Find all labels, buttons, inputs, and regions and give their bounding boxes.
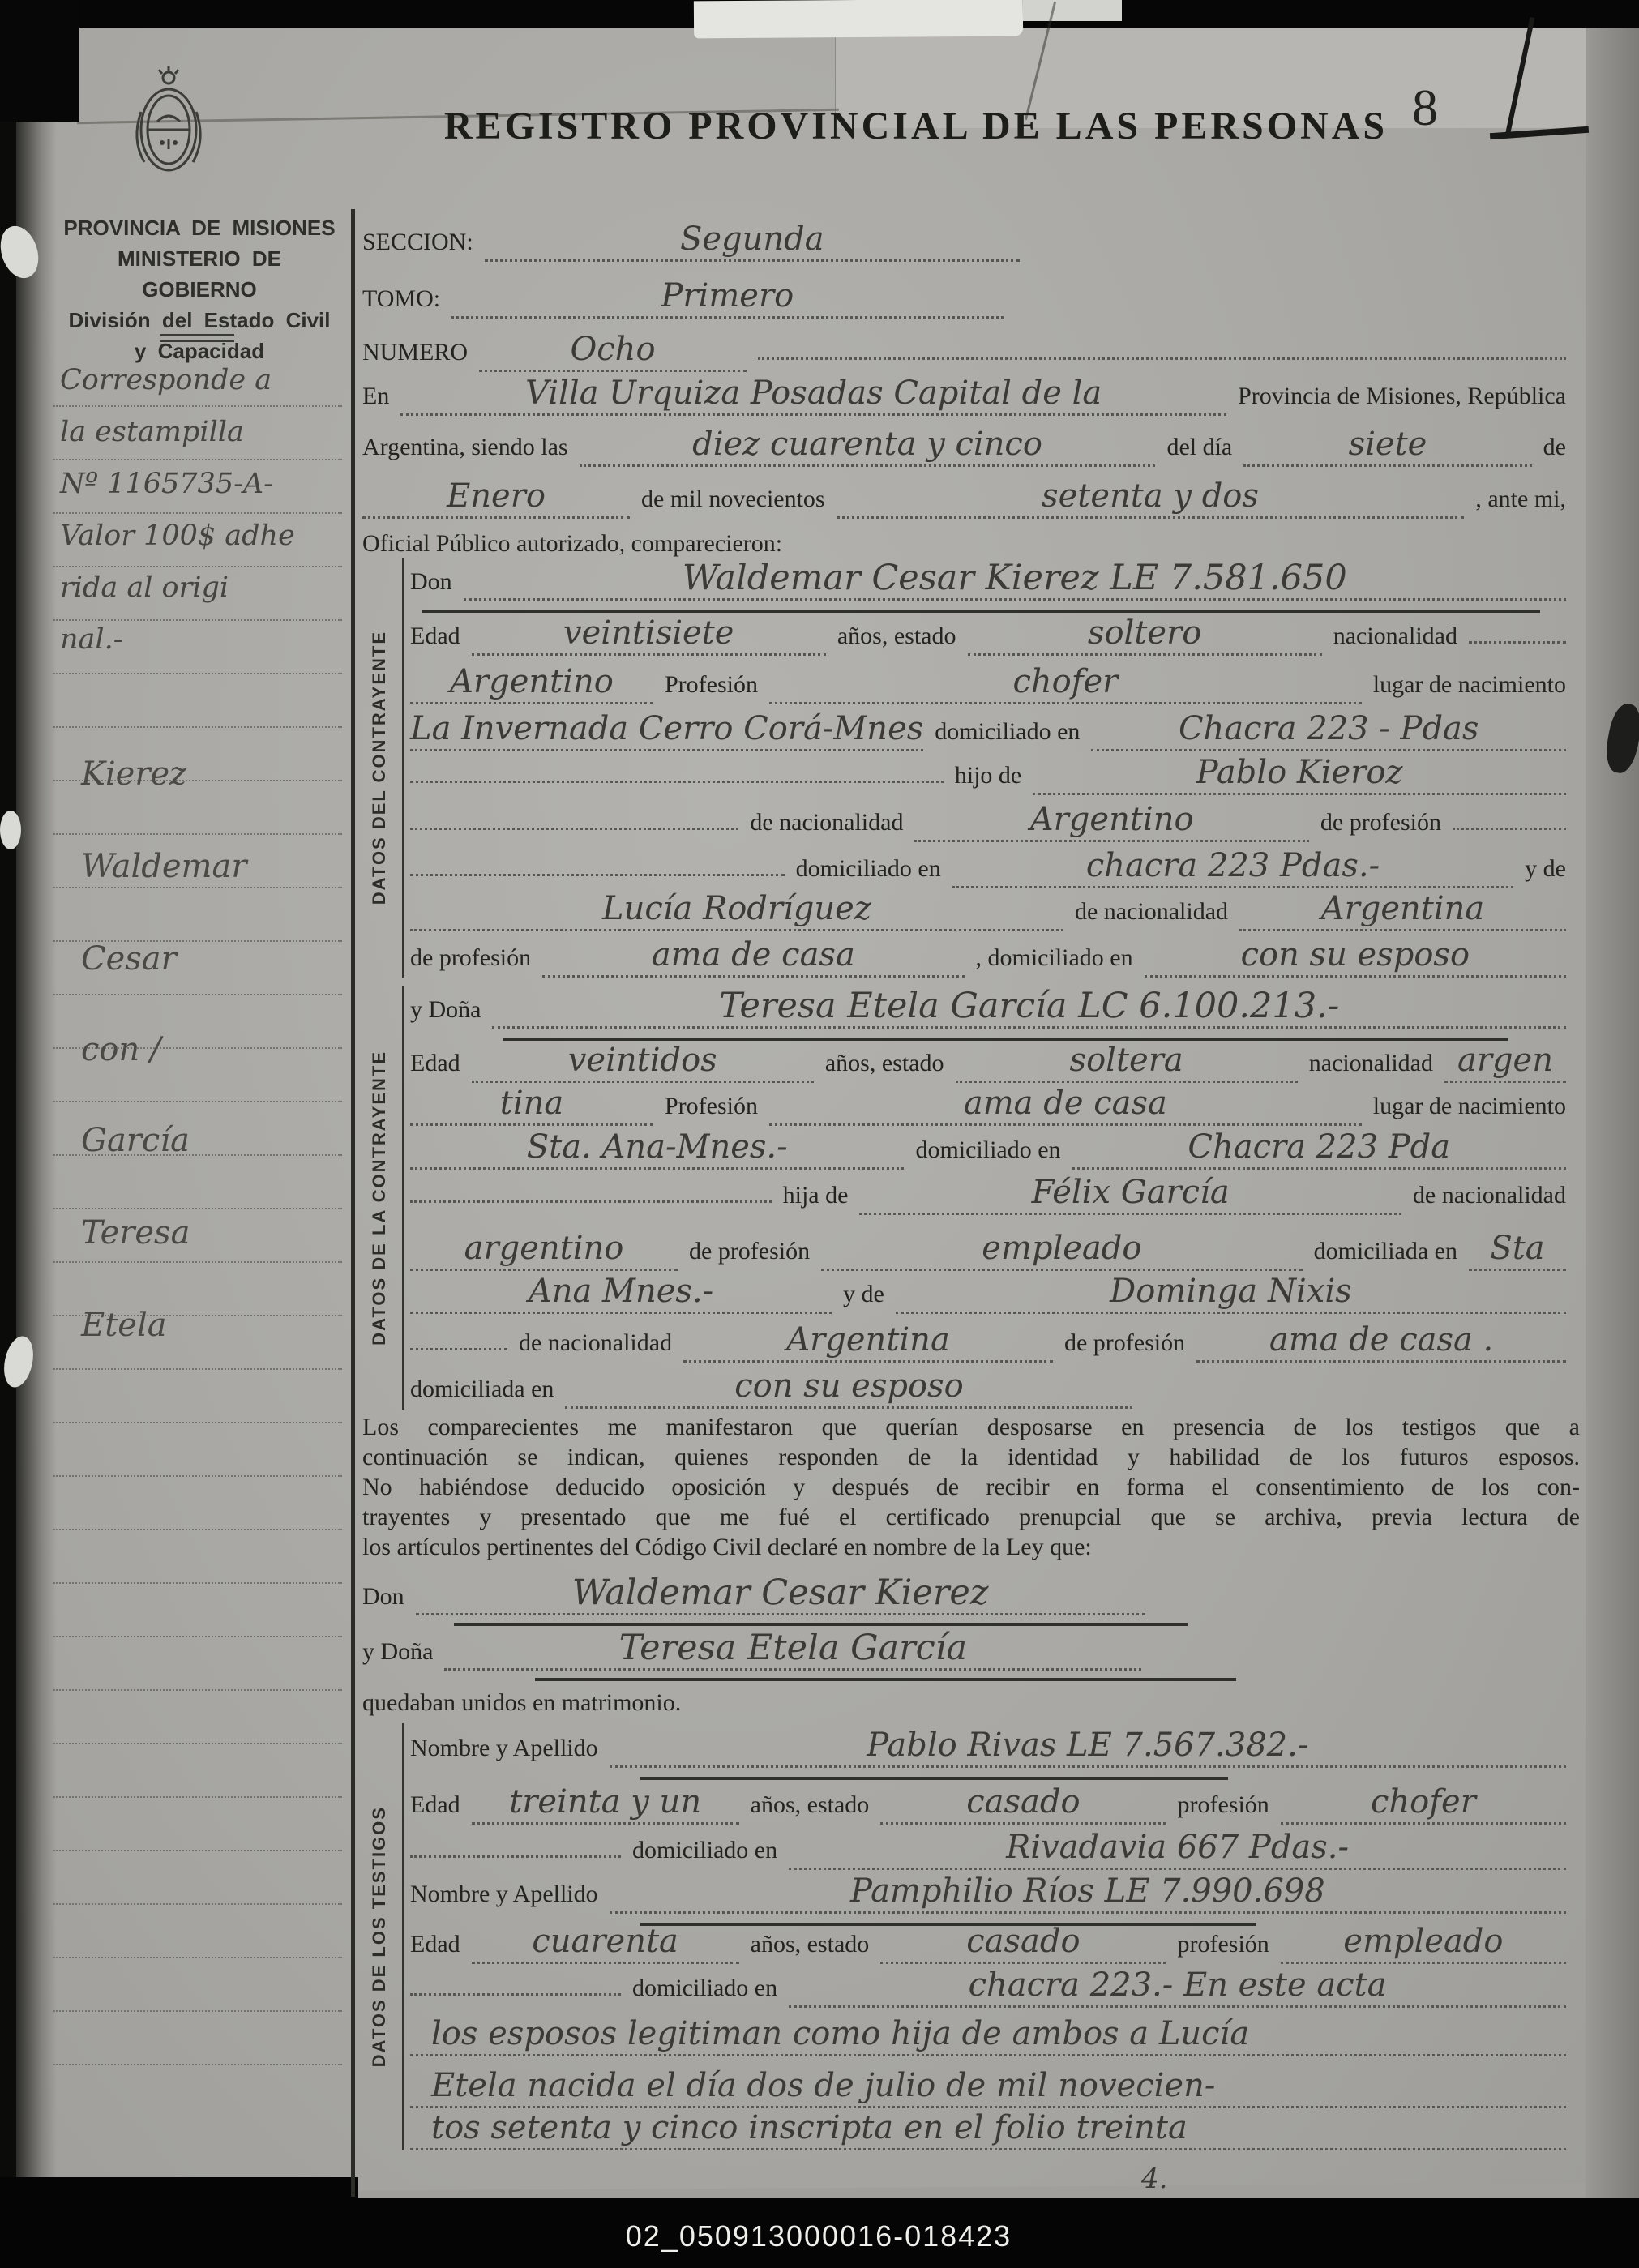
y-dona-label: y Doña <box>410 996 481 1023</box>
year-value: setenta y dos <box>837 476 1465 519</box>
hour-value: diez cuarenta y cinco <box>580 424 1156 467</box>
groom-nationality-value: Argentino <box>410 661 653 704</box>
groom-domicile-value: Chacra 223 - Pdas <box>1091 708 1566 751</box>
witness2-age-value: cuarenta <box>472 1921 739 1964</box>
witness2-domicile-value: chacra 223.- En este acta <box>789 1965 1566 2008</box>
mother-domicile-label: domiciliada en <box>410 1376 554 1402</box>
date-row <box>362 476 1566 520</box>
bride-father-profession-value: empleado <box>821 1228 1302 1271</box>
stamp-note-line: la estampilla <box>60 416 244 448</box>
bride-mother-value: Dominga Nixis <box>896 1271 1566 1314</box>
day-value: siete <box>1243 424 1531 467</box>
united-label: quedaban unidos en matrimonio. <box>362 1689 682 1716</box>
groom-birthplace-row <box>410 708 1566 752</box>
age-label: Edad <box>410 1931 460 1958</box>
nationality-label: nacionalidad <box>1308 1050 1433 1076</box>
son-of-label: hijo de <box>954 762 1022 789</box>
bride-name-value: Teresa Etela García LC 6.100.213.- <box>492 986 1566 1029</box>
blank-line <box>410 874 785 876</box>
profession-label: Profesión <box>665 1093 758 1119</box>
domicile-label: domiciliado en <box>632 1837 778 1864</box>
paper-scrap <box>694 0 1023 38</box>
bride-profession-value: ama de casa <box>769 1083 1362 1126</box>
name-underline <box>535 1678 1236 1681</box>
blank-line <box>410 1200 772 1203</box>
place-value: Villa Urquiza Posadas Capital de la <box>400 373 1226 416</box>
profession-label: Profesión <box>665 671 758 698</box>
bride-birthplace-value: Sta. Ana-Mnes.- <box>410 1127 904 1170</box>
mother-nationality-label: de nacionalidad <box>1074 898 1229 925</box>
margin-name: Etela <box>81 1307 167 1344</box>
groom-section-label <box>357 558 404 978</box>
stamp-note-line: Valor 100$ adhe <box>60 520 295 552</box>
bride-mother-nationality-row <box>410 1320 1566 1363</box>
witness2-domicile-row <box>410 1965 1566 2009</box>
page-number: 8 <box>1412 79 1438 136</box>
blank-line <box>410 828 738 830</box>
blank-line <box>410 1993 621 1996</box>
legitimation-line: los esposos legitiman como hija de ambos a Lucía <box>410 2013 1566 2056</box>
witness1-profession-value: chofer <box>1281 1782 1566 1825</box>
birthplace-label: lugar de nacimiento <box>1372 1093 1566 1119</box>
bride-nationality-part1: argen <box>1444 1040 1566 1083</box>
de-label: de <box>1543 434 1566 460</box>
don-label: Don <box>362 1583 404 1610</box>
groom-name-value: Waldemar Cesar Kierez LE 7.581.650 <box>464 558 1566 601</box>
name-underline <box>454 1623 1188 1626</box>
margin-name: García <box>81 1122 190 1159</box>
age-label: Edad <box>410 623 460 649</box>
mother-profession-label: de profesión <box>1063 1329 1186 1356</box>
father-profession-label: de profesión <box>689 1238 811 1265</box>
groom-father-row <box>410 752 1566 796</box>
numero-row <box>362 329 1566 373</box>
nationality-label: nacionalidad <box>1333 623 1457 649</box>
witness2-profession-value: empleado <box>1281 1921 1566 1964</box>
page-title: REGISTRO PROVINCIAL DE LAS PERSONAS <box>443 105 1389 148</box>
legitimation-row <box>410 2065 1566 2108</box>
bride-father-value: Félix García <box>859 1172 1401 1215</box>
groom-mother-profession-value: ama de casa <box>542 935 964 978</box>
legitimation-row <box>410 2013 1566 2056</box>
witness2-age-row <box>410 1921 1566 1965</box>
tomo-value: Primero <box>451 276 1003 319</box>
bride-nationality-part2: tina <box>410 1083 653 1126</box>
bride-section-label-text: DATOS DE LA CONTRAYENTE <box>369 1051 389 1346</box>
groom-father-domicile-value: chacra 223 Pdas.- <box>952 845 1513 888</box>
birthplace-label: lugar de nacimiento <box>1372 671 1566 698</box>
and-of-label: y de <box>1525 855 1566 882</box>
bride-father-domicile-part2: Ana Mnes.- <box>410 1271 832 1314</box>
blank-line <box>410 781 944 783</box>
org-line: MINISTERIO DE GOBIERNO <box>117 246 281 302</box>
tomo-row <box>362 276 1566 319</box>
groom-status-value: soltero <box>968 613 1322 656</box>
province-label: Provincia de Misiones, República <box>1238 383 1566 409</box>
conclusion-bride-row <box>362 1628 1566 1672</box>
seccion-value: Segunda <box>485 219 1020 262</box>
witness1-age-row <box>410 1782 1566 1825</box>
seccion-row <box>362 219 1566 263</box>
groom-age-row <box>410 613 1566 657</box>
bride-name-row <box>410 986 1566 1030</box>
bride-father-domicile-part1: Sta <box>1469 1228 1566 1271</box>
margin-name: Kierez <box>81 755 187 793</box>
groom-mother-value: Lucía Rodríguez <box>410 888 1063 931</box>
bride-status-value: soltera <box>956 1040 1298 1083</box>
bride-father-row <box>410 1172 1566 1216</box>
witness1-status-value: casado <box>880 1782 1166 1825</box>
margin-name: Teresa <box>81 1214 190 1252</box>
ante-mi-label: , ante mi, <box>1475 486 1566 512</box>
org-line: División del Estado Civil <box>68 308 331 332</box>
argentina-label: Argentina, siendo las <box>362 434 568 460</box>
y-dona-label: y Doña <box>362 1638 434 1665</box>
groom-father-domicile-row <box>410 845 1566 889</box>
blank-line <box>410 1348 507 1350</box>
page-edge-band <box>1586 0 1639 2268</box>
blank-line <box>410 1855 621 1858</box>
groom-section-label-text: DATOS DEL CONTRAYENTE <box>369 630 389 905</box>
groom-birthplace-value: La Invernada Cerro Corá-Mnes <box>410 708 923 751</box>
bride-mother-profession-value: ama de casa . <box>1196 1320 1566 1363</box>
official-label: Oficial Público autorizado, comparecieron: <box>362 530 783 557</box>
father-domicile-label: domiciliado en <box>795 855 941 882</box>
profession-label: profesión <box>1177 1931 1269 1958</box>
groom-mother-profession-row <box>410 935 1566 978</box>
name-surname-label: Nombre y Apellido <box>410 1881 598 1907</box>
groom-father-nationality-row <box>410 799 1566 843</box>
status-label: años, estado <box>824 1050 944 1076</box>
bride-father-nationality-value: argentino <box>410 1228 678 1271</box>
declaration-line: los artículos pertinentes del Código Civil declaré en nombre de la Ley que: <box>362 1534 1092 1560</box>
en-label: En <box>362 383 390 409</box>
stamp-note-line: nal.- <box>60 623 123 656</box>
place-row <box>362 373 1566 417</box>
domicile-label: domiciliado en <box>632 1975 778 2001</box>
handwritten-mark: 4. <box>1141 2163 1168 2195</box>
margin-name: Waldemar <box>81 848 247 885</box>
name-underline <box>640 1777 1228 1780</box>
witness-section-label <box>357 1723 404 2150</box>
groom-mother-domicile-value: con su esposo <box>1145 935 1566 978</box>
scan-code: 02_050913000016-018423 <box>625 2219 1012 2253</box>
bride-age-value: veintidos <box>472 1040 814 1083</box>
stamp-note-line: Corresponde a <box>60 364 272 396</box>
status-label: años, estado <box>750 1931 870 1958</box>
declaration-line: Los comparecientes me manifestaron que querían desposarse en presencia de los testigos que a <box>362 1414 1580 1440</box>
groom-profession-row <box>410 661 1566 705</box>
father-profession-label: de profesión <box>1320 809 1441 836</box>
mother-domicile-label: , domiciliado en <box>975 944 1133 971</box>
witness1-domicile-value: Rivadavia 667 Pdas.- <box>789 1827 1566 1870</box>
daughter-of-label: hija de <box>782 1182 849 1209</box>
age-label: Edad <box>410 1050 460 1076</box>
groom-mother-nationality-value: Argentina <box>1239 888 1566 931</box>
age-label: Edad <box>410 1791 460 1818</box>
witness1-age-value: treinta y un <box>472 1782 739 1825</box>
groom-father-nationality-value: Argentino <box>914 799 1308 842</box>
numero-value: Ocho <box>479 329 747 372</box>
domicile-label: domiciliado en <box>915 1136 1061 1163</box>
legitimation-line: tos setenta y cinco inscripta en el folio treinta <box>410 2108 1566 2150</box>
groom-mother-row <box>410 888 1566 932</box>
blank-line <box>1453 828 1566 830</box>
witness1-name-row <box>410 1725 1566 1769</box>
name-surname-label: Nombre y Apellido <box>410 1735 598 1761</box>
conclusion-bride-name: Teresa Etela García <box>444 1628 1141 1671</box>
bride-father-profession-row <box>410 1228 1566 1272</box>
groom-age-value: veintisiete <box>472 613 826 656</box>
witness-section-label-text: DATOS DE LOS TESTIGOS <box>369 1805 389 2068</box>
don-label: Don <box>410 568 452 595</box>
org-line: PROVINCIA DE MISIONES <box>63 216 336 240</box>
month-value: Enero <box>362 476 630 519</box>
united-row <box>362 1683 1566 1723</box>
stamp-note-line: rida al origi <box>60 571 229 604</box>
legitimation-line: Etela nacida el día dos de julio de mil novecien- <box>410 2065 1566 2108</box>
witness1-name-value: Pablo Rivas LE 7.567.382.- <box>610 1725 1566 1768</box>
profession-label: profesión <box>1177 1791 1269 1818</box>
margin-name: Cesar <box>81 940 177 978</box>
bride-section-label <box>357 986 404 1410</box>
blank-line <box>758 357 1566 360</box>
numero-label: NUMERO <box>362 339 469 366</box>
domicile-label: domiciliado en <box>935 718 1081 745</box>
bride-domicile-value: Chacra 223 Pda <box>1072 1127 1566 1170</box>
father-domicile-label: domiciliada en <box>1313 1238 1457 1265</box>
conclusion-groom-row <box>362 1573 1566 1617</box>
bride-birthplace-row <box>410 1127 1566 1170</box>
bride-mother-domicile-value: con su esposo <box>565 1366 1132 1409</box>
paper-scrap <box>1023 0 1122 21</box>
legitimation-row <box>410 2108 1566 2150</box>
margin-name: con / <box>81 1031 161 1068</box>
bride-mother-nationality-value: Argentina <box>683 1320 1053 1363</box>
conclusion-groom-name: Waldemar Cesar Kierez <box>416 1573 1145 1615</box>
father-nationality-label: de nacionalidad <box>1412 1182 1566 1209</box>
year-label: de mil novecientos <box>641 486 825 512</box>
witness2-name-row <box>410 1871 1566 1915</box>
blank-line <box>1469 641 1566 644</box>
form-left-rule <box>351 209 355 2197</box>
declaration-paragraph <box>362 1412 1580 1562</box>
org-line: y Capacidad <box>134 339 265 363</box>
groom-name-row <box>410 558 1566 602</box>
bride-mother-row <box>410 1271 1566 1315</box>
seccion-label: SECCION: <box>362 229 473 255</box>
groom-profession-value: chofer <box>769 661 1362 704</box>
witness2-status-value: casado <box>880 1921 1166 1964</box>
witness2-name-value: Pamphilio Ríos LE 7.990.698 <box>610 1871 1566 1914</box>
mother-profession-label: de profesión <box>410 944 532 971</box>
groom-father-value: Pablo Kieroz <box>1033 752 1566 795</box>
bride-age-row <box>410 1040 1566 1084</box>
declaration-line: No habiéndose deducido oposición y después de recibir en forma el consentimiento de los con- <box>362 1474 1580 1500</box>
day-label: del día <box>1166 434 1233 460</box>
tomo-label: TOMO: <box>362 285 441 312</box>
bride-profession-row <box>410 1083 1566 1127</box>
stamp-note-line: Nº 1165735-A- <box>60 468 274 500</box>
status-label: años, estado <box>837 623 956 649</box>
and-of-label: y de <box>843 1281 884 1307</box>
margin-index-names <box>0 0 349 2268</box>
status-label: años, estado <box>750 1791 870 1818</box>
father-nationality-label: de nacionalidad <box>750 809 904 836</box>
bride-mother-domicile-row <box>410 1366 1566 1410</box>
witness1-domicile-row <box>410 1827 1566 1871</box>
declaration-line: continuación se indican, quienes responden de la identidad y habilidad de los futuros esposos. <box>362 1444 1580 1470</box>
declaration-line: trayentes y presentado que me fué el certificado prenupcial que se archiva, previa lectura de <box>362 1504 1580 1530</box>
time-row <box>362 424 1566 468</box>
mother-nationality-label: de nacionalidad <box>519 1329 673 1356</box>
